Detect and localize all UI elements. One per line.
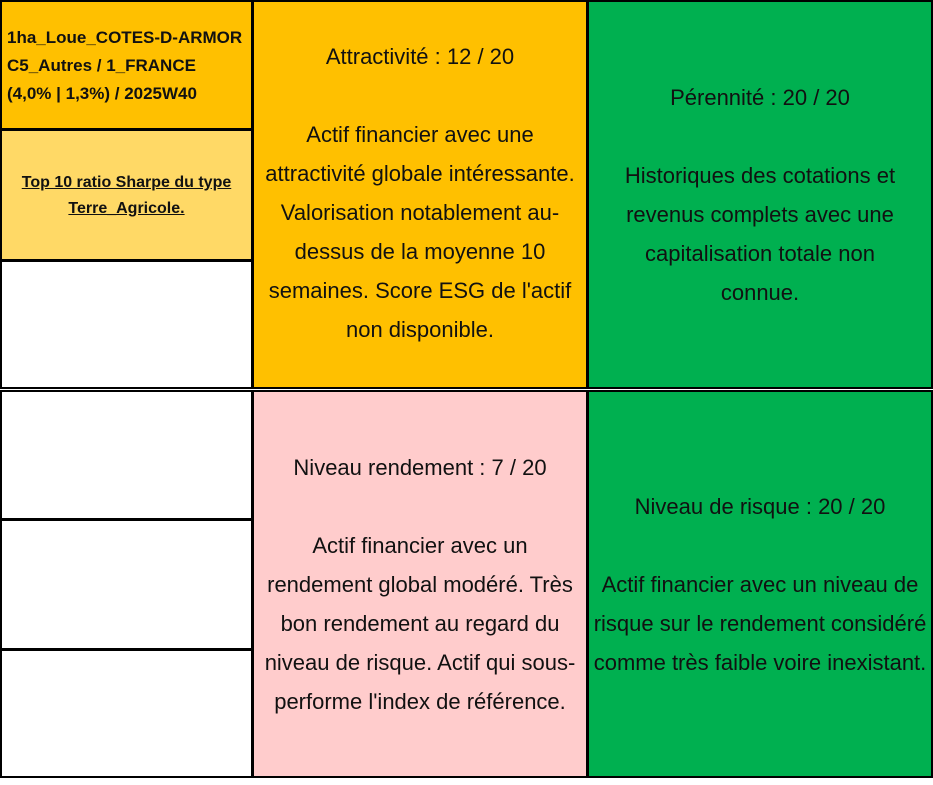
asset-category: C5_Autres / 1_FRANCE — [7, 56, 196, 75]
risque-score-cell — [587, 390, 933, 778]
empty-cell-1 — [0, 260, 253, 389]
asset-stats: (4,0% | 1,3%) / 2025W40 — [7, 84, 197, 103]
empty-cell-2 — [0, 390, 253, 520]
risque-title: Niveau de risque : 20 / 20 — [634, 493, 886, 519]
risque-description: Actif financier avec un niveau de risque sur le rendement considéré comme très faible voire inexistant. — [593, 571, 927, 675]
empty-cell-3 — [0, 519, 253, 650]
asset-info-cell — [0, 0, 253, 130]
attractivite-score-cell — [252, 0, 588, 389]
ranking-line-2: Terre_Agricole. — [68, 200, 185, 217]
perennite-title: Pérennité : 20 / 20 — [670, 84, 850, 110]
attractivite-title: Attractivité : 12 / 20 — [325, 43, 515, 69]
asset-name: 1ha_Loue_COTES-D-ARMOR — [7, 28, 243, 47]
perennite-score-cell — [587, 0, 933, 389]
attractivite-description: Actif financier avec une attractivité globale intéressante. Valorisation notablement au-dessus de la moyenne 10 semaines. Score ESG de l'actif non disponible. — [265, 121, 575, 342]
rendement-description: Actif financier avec un rendement global modéré. Très bon rendement au regard du niveau de risque. Actif qui sous-performe l'index de référence. — [264, 532, 576, 714]
empty-cell-4 — [0, 649, 253, 778]
perennite-description: Historiques des cotations et revenus complets avec une capitalisation totale non connue. — [624, 162, 896, 305]
ranking-line-1: Top 10 ratio Sharpe du type — [21, 174, 232, 191]
bottom-margin — [0, 778, 933, 785]
rendement-title: Niveau rendement : 7 / 20 — [293, 454, 547, 480]
ranking-cell — [0, 129, 253, 261]
rendement-score-cell — [252, 390, 588, 778]
